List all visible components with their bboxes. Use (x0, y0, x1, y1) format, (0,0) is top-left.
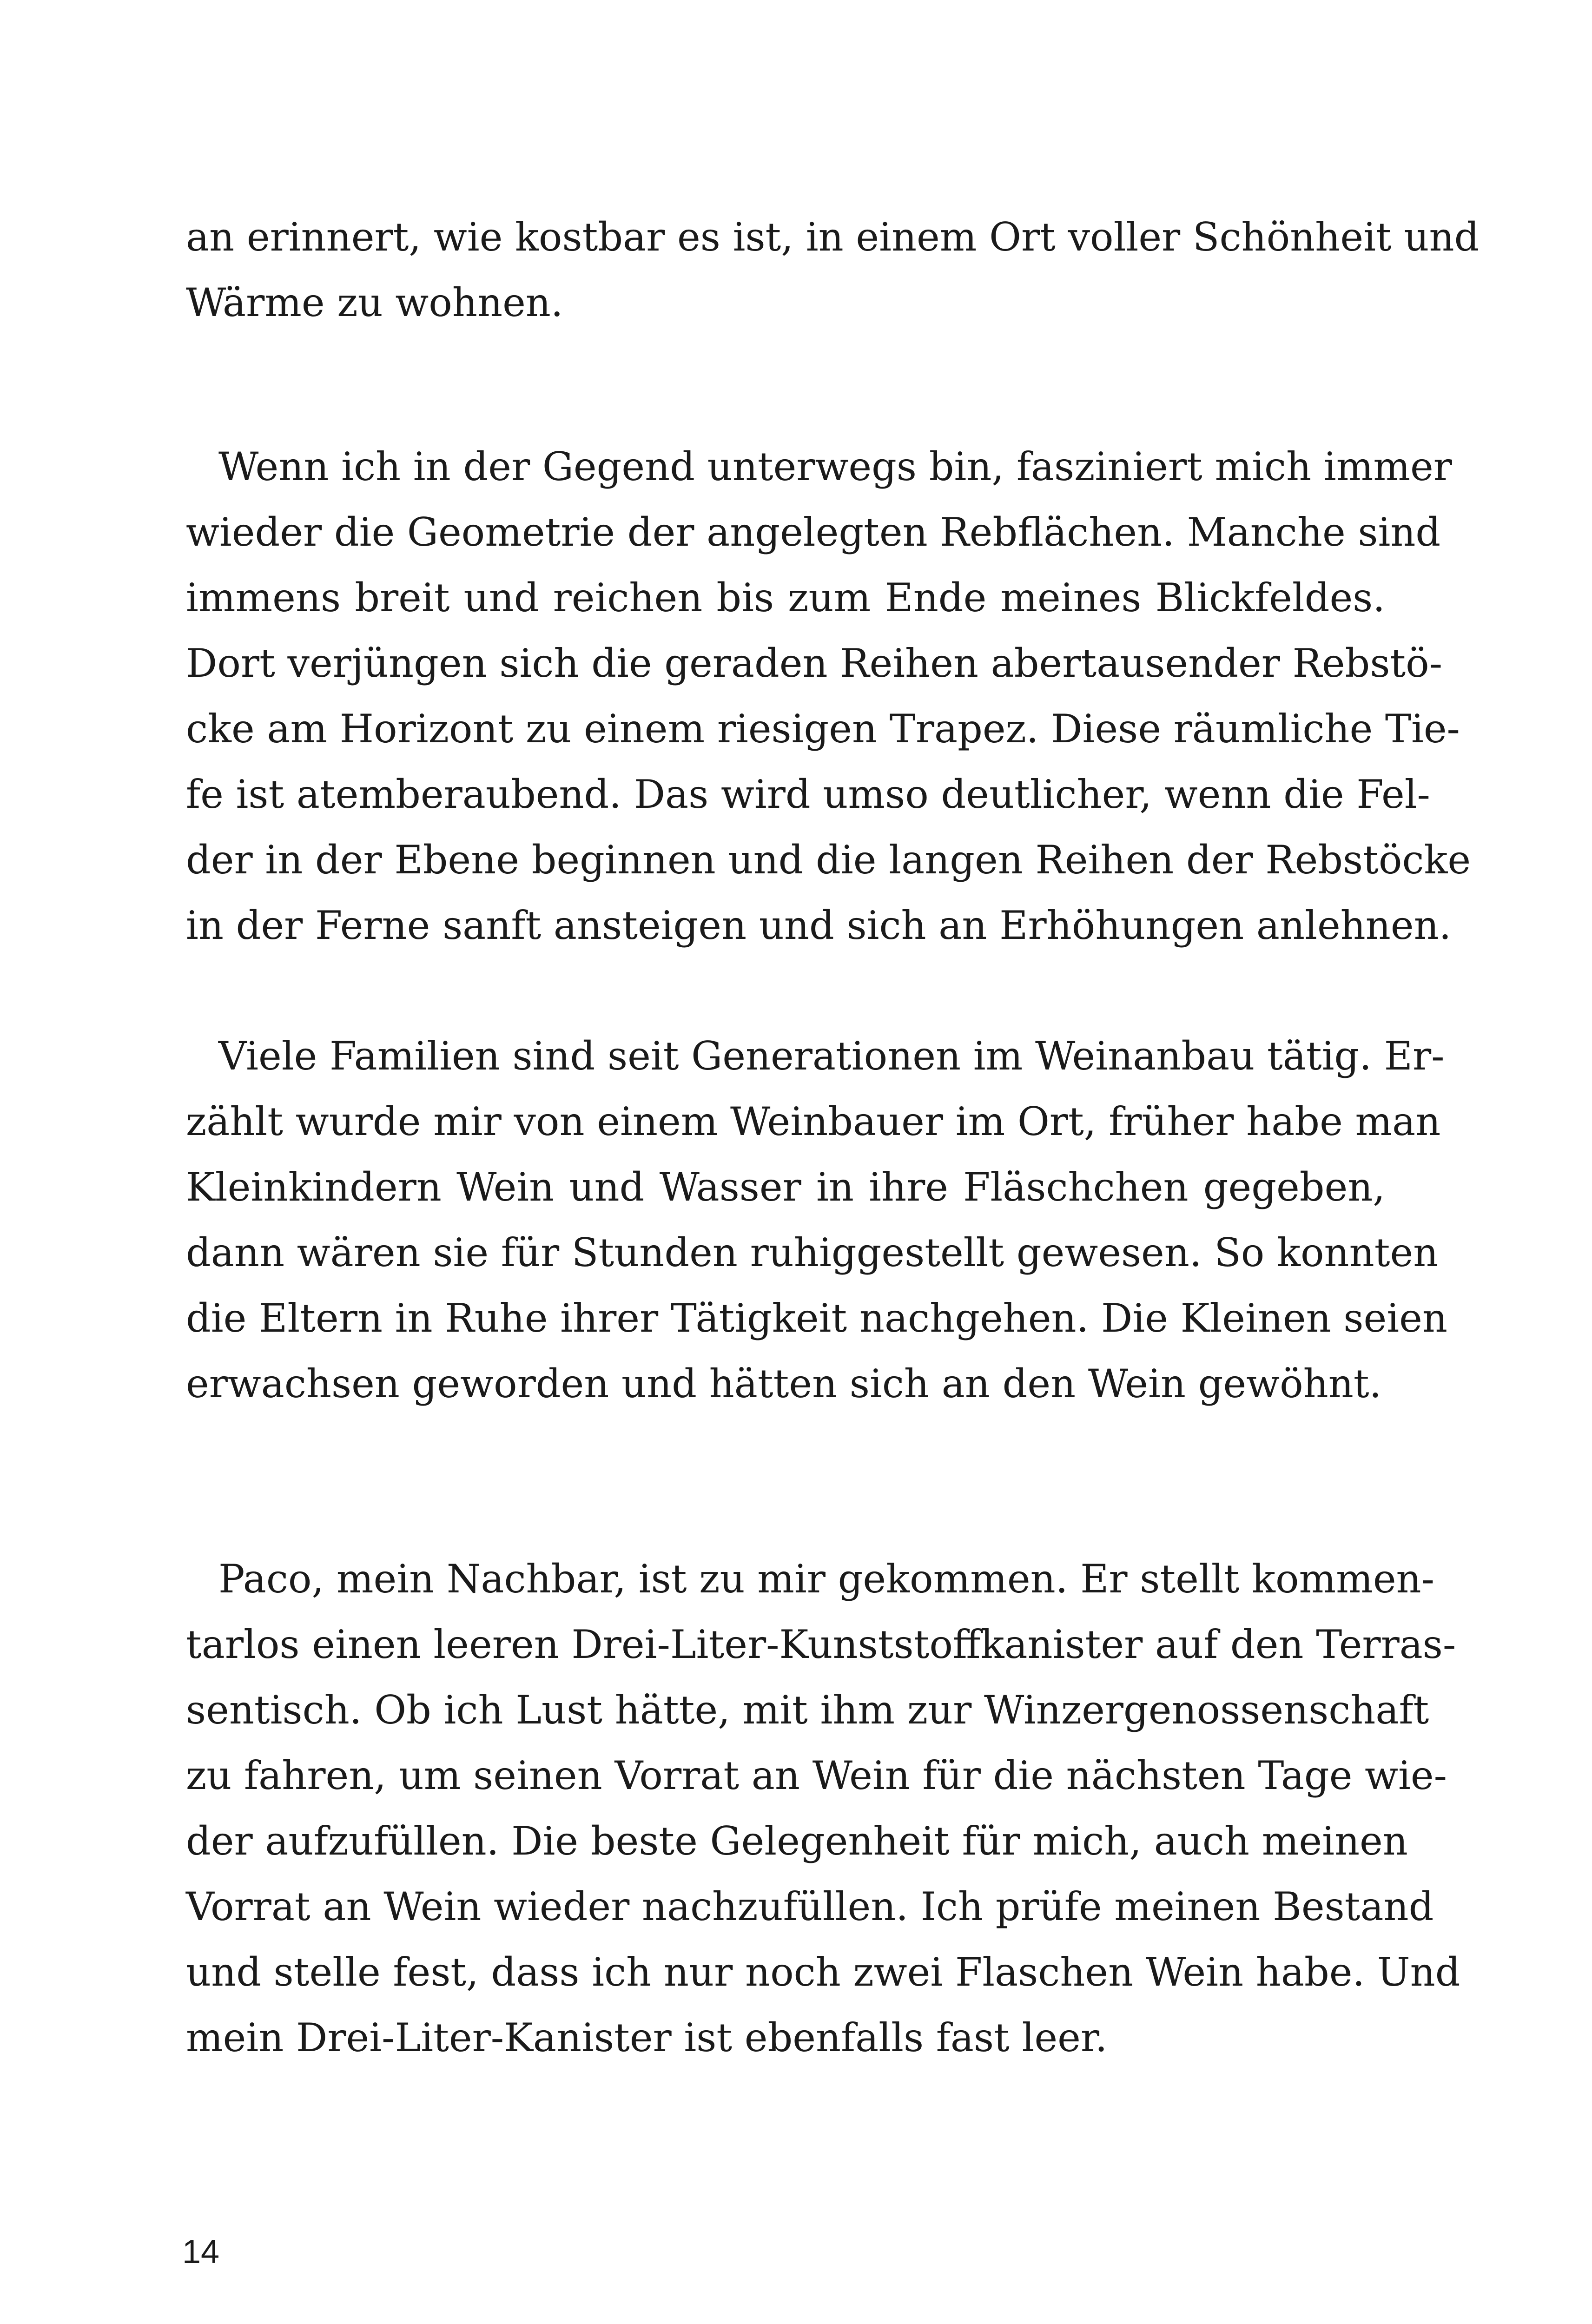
text-line: Dort verjüngen sich die geraden Reihen abertausender Rebstö- (186, 640, 1443, 686)
page-number: 14 (182, 2233, 220, 2271)
text-line: zählt wurde mir von einem Weinbauer im Ort, früher habe man (186, 1099, 1441, 1144)
text-line: erwachsen geworden und hätten sich an den Wein gewöhnt. (186, 1361, 1382, 1406)
text-line: der in der Ebene beginnen und die langen Reihen der Rebstöcke (186, 837, 1471, 883)
text-line: sentisch. Ob ich Lust hätte, mit ihm zur Winzergenossenschaft (186, 1687, 1429, 1733)
text-line: tarlos einen leeren Drei-Liter-Kunststoffkanister auf den Terras- (186, 1622, 1456, 1667)
text-line: an erinnert, wie kostbar es ist, in einem Ort voller Schönheit und (186, 214, 1480, 260)
text-line: wieder die Geometrie der angelegten Rebflächen. Manche sind (186, 509, 1441, 555)
text-line: zu fahren, um seinen Vorrat an Wein für die nächsten Tage wie- (186, 1753, 1447, 1798)
text-line: Vorrat an Wein wieder nachzufüllen. Ich prüfe meinen Bestand (186, 1884, 1434, 1929)
text-line: und stelle fest, dass ich nur noch zwei Flaschen Wein habe. Und (186, 1949, 1460, 1995)
paragraph-neighbor-paco (186, 1546, 1460, 2071)
text-line: fe ist atemberaubend. Das wird umso deutlicher, wenn die Fel- (186, 772, 1430, 817)
paragraph-vineyard-geometry (186, 434, 1471, 958)
text-line: Kleinkindern Wein und Wasser in ihre Fläschchen gegeben, (186, 1164, 1385, 1210)
text-line: cke am Horizont zu einem riesigen Trapez. Diese räumliche Tie- (186, 706, 1460, 752)
text-line: immens breit und reichen bis zum Ende meines Blickfeldes. (186, 575, 1385, 621)
text-line: mein Drei-Liter-Kanister ist ebenfalls fast leer. (186, 2015, 1108, 2060)
text-line: dann wären sie für Stunden ruhiggestellt gewesen. So konnten (186, 1230, 1439, 1275)
text-line: Viele Familien sind seit Generationen im Weinanbau tätig. Er- (218, 1033, 1445, 1079)
text-line: in der Ferne sanft ansteigen und sich an Erhöhungen anlehnen. (186, 903, 1452, 948)
paragraph-continuation (186, 205, 1480, 336)
paragraph-wine-families (186, 1023, 1447, 1417)
text-line: Wenn ich in der Gegend unterwegs bin, fasziniert mich immer (218, 444, 1452, 489)
text-line: die Eltern in Ruhe ihrer Tätigkeit nachgehen. Die Kleinen seien (186, 1295, 1447, 1341)
text-line: der aufzufüllen. Die beste Gelegenheit für mich, auch meinen (186, 1818, 1408, 1864)
text-line: Wärme zu wohnen. (186, 280, 563, 325)
text-line: Paco, mein Nachbar, ist zu mir gekommen. Er stellt kommen- (218, 1556, 1435, 1602)
